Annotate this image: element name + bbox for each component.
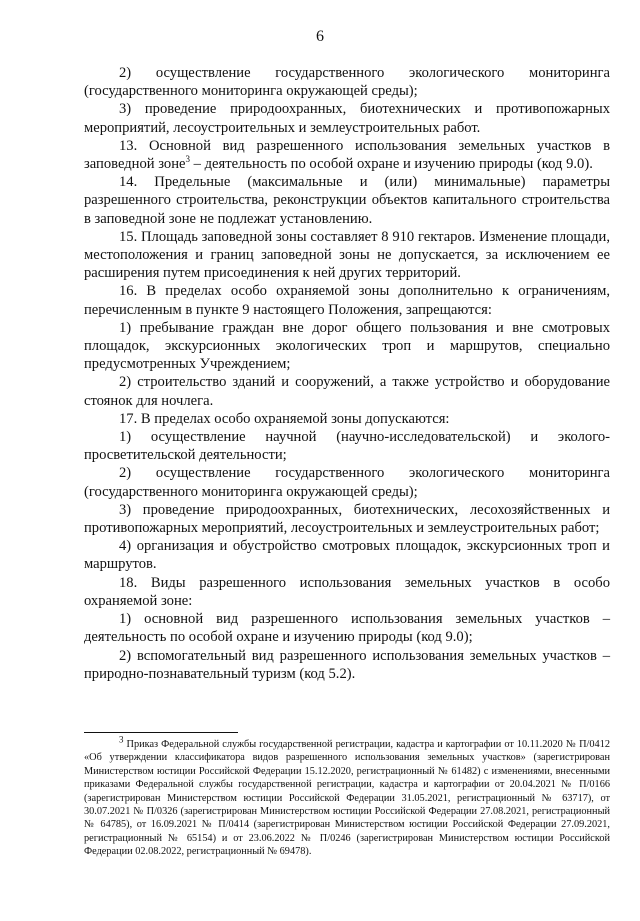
paragraph-14: 14. Предельные (максимальные и (или) минимальные) параметры разрешенного строительства, реконструкции объектов капитального строительства в заповедной зоне не подлежат установлению. xyxy=(84,174,610,227)
paragraph-18: 18. Виды разрешенного использования земельных участков в особо охраняемой зоне: xyxy=(84,574,610,609)
footnote-divider xyxy=(84,732,238,733)
paragraph-17-2: 2) осуществление государственного экологического мониторинга (государственного мониторинга окружающей среды); xyxy=(84,465,610,500)
paragraph-16-1: 1) пребывание граждан вне дорог общего пользования и вне смотровых площадок, экскурсионных экологических троп и маршрутов, специально предусмотренных Учреждением; xyxy=(84,319,610,373)
page-number: 6 xyxy=(316,28,324,45)
paragraph-16: 16. В пределах особо охраняемой зоны дополнительно к ограничениям, перечисленным в пункте 9 настоящего Положения, запрещаются: xyxy=(84,283,610,318)
paragraph-13-tail: – деятельность по особой охране и изучению природы (код 9.0). xyxy=(190,156,593,173)
paragraph-18-2: 2) вспомогательный вид разрешенного использования земельных участков – природно-познавательный туризм (код 5.2). xyxy=(84,647,610,682)
paragraph-15: 15. Площадь заповедной зоны составляет 8 910 гектаров. Изменение площади, местоположения и границ заповедной зоны не допускается, за исключением ее расширения путем присоединения к ней других территорий. xyxy=(84,228,610,282)
footnote-text: Приказ Федеральной службы государственной регистрации, кадастра и картографии от 10.11.2020 № П/0412 «Об утверждении классификатора видов разрешенного использования земельных участков» (зарегистрирован Министерством юстиции Российской Федерации 15.12.2020, регистрационный № 61482) с изменениями, внесенными приказами Федеральной службы государственной регистрации, кадастра и картографии от 20.04.2021 № П/0166 (зарегистрирован Министерством юстиции Российской Федерации 31.05.2021, регистрационный № 63717), от 30.07.2021 № П/0326 (зарегистрирован Министерством юстиции Российской Федерации 27.08.2021, регистрационный № 64785), от 16.09.2021 № П/0414 (зарегистрирован Министерством юстиции Российской Федерации 27.09.2021, регистрационный № 65154) и от 23.06.2022 № П/0246 (зарегистрирован Министерством юстиции Российской Федерации 02.08.2022, регистрационный № 69478). xyxy=(84,739,610,858)
document-body xyxy=(84,64,610,683)
paragraph-12-3: 3) проведение природоохранных, биотехнических и противопожарных мероприятий, лесоустроительных и землеустроительных работ. xyxy=(84,101,610,136)
paragraph-17-3: 3) проведение природоохранных, биотехнических, лесохозяйственных и противопожарных мероприятий, лесоустроительных и землеустроительных работ; xyxy=(84,501,610,537)
paragraph-17-1: 1) осуществление научной (научно-исследовательской) и эколого-просветительской деятельности; xyxy=(84,429,610,464)
paragraph-16-2: 2) строительство зданий и сооружений, а также устройство и оборудование стоянок для ночлега. xyxy=(84,374,610,409)
footnote-marker: 3 xyxy=(119,734,124,745)
paragraph-17-4: 4) организация и обустройство смотровых площадок, экскурсионных троп и маршрутов. xyxy=(84,538,610,573)
paragraph-13 xyxy=(84,137,610,173)
footnote xyxy=(84,734,610,859)
paragraph-17: 17. В пределах особо охраняемой зоны допускаются: xyxy=(119,410,450,427)
paragraph-12-2: 2) осуществление государственного экологического мониторинга (государственного мониторинга окружающей среды); xyxy=(84,65,610,100)
footnote-reference: 3 xyxy=(185,154,191,165)
paragraph-18-1: 1) основной вид разрешенного использования земельных участков – деятельность по особой охране и изучению природы (код 9.0); xyxy=(84,611,610,646)
paragraph-13-text: 13. Основной вид разрешенного использования земельных участков в заповедной зоне xyxy=(84,137,610,173)
